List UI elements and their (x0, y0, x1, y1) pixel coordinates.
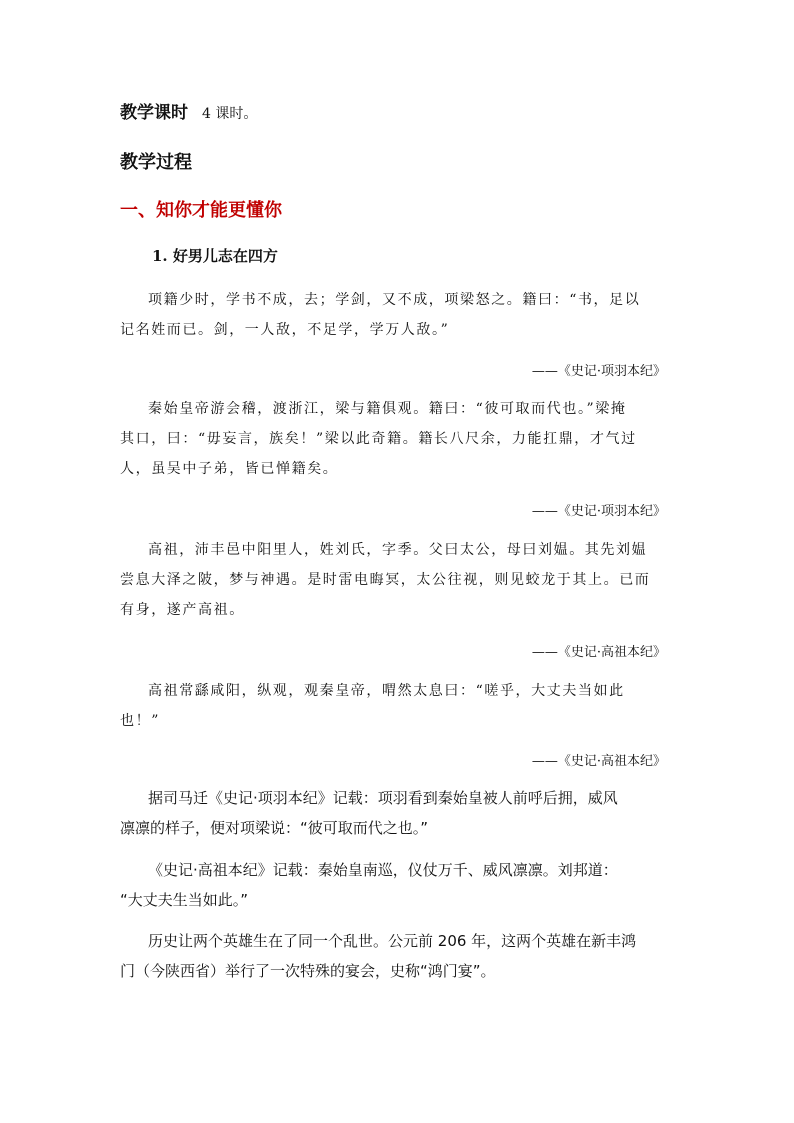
quote-line: 人，虽吴中子弟，皆已惮籍矣。 (120, 461, 339, 477)
quote-source-3: ——《史记·高祖本纪》 (531, 645, 666, 660)
quote-line: 高祖，沛丰邑中阳里人，姓刘氏，字季。父曰太公，母曰刘媪。其先刘媪 (148, 542, 648, 558)
lesson-time-label: 教学课时 (120, 103, 188, 123)
quote-source-2: ——《史记·项羽本纪》 (531, 504, 666, 519)
quote-line: 项籍少时，学书不成，去；学剑，又不成，项梁怒之。籍曰：“书，足以 (148, 292, 641, 308)
paragraph-3 (120, 926, 666, 986)
quote-line: 秦始皇帝游会稽，渡浙江，梁与籍俱观。籍曰：“彼可取而代也。”梁掩 (148, 401, 627, 417)
quote-block-2 (120, 394, 664, 484)
quote-line: 其口，曰：“毋妄言，族矣！”梁以此奇籍。籍长八尺余，力能扛鼎，才气过 (120, 431, 637, 447)
section-heading: 一、知你才能更懂你 (120, 200, 282, 221)
quote-block-3 (120, 535, 664, 625)
quote-source-4: ——《史记·高祖本纪》 (531, 754, 666, 769)
quote-block-4 (120, 676, 664, 736)
process-heading: 教学过程 (120, 152, 192, 173)
paragraph-line: 凛凛的样子，便对项梁说：“彼可取而代之也。” (120, 819, 429, 837)
quote-line: 尝息大泽之陂，梦与神遇。是时雷电晦冥，太公往视，则见蛟龙于其上。已而 (120, 572, 651, 588)
quote-source-1: ——《史记·项羽本纪》 (531, 364, 666, 379)
paragraph-line: 据司马迁《史记·项羽本纪》记载：项羽看到秦始皇被人前呼后拥，威风 (148, 789, 618, 807)
lesson-time-value: 4 课时。 (202, 106, 258, 122)
paragraph-1 (120, 783, 666, 843)
quote-line: 高祖常繇咸阳，纵观，观秦皇帝，喟然太息曰：“嗟乎，大丈夫当如此 (148, 683, 625, 699)
quote-line: 有身，遂产高祖。 (120, 602, 245, 618)
quote-block-1 (120, 285, 664, 345)
quote-line: 也！” (120, 713, 160, 729)
paragraph-2 (120, 855, 666, 915)
paragraph-line: 门（今陕西省）举行了一次特殊的宴会，史称“鸿门宴”。 (120, 962, 496, 980)
paragraph-line: 《史记·高祖本纪》记载：秦始皇南巡，仪仗万千、威风凛凛。刘邦道： (148, 861, 618, 879)
lesson-time (120, 98, 257, 123)
paragraph-line: 历史让两个英雄生在了同一个乱世。公元前 206 年，这两个英雄在新丰鸿 (148, 932, 637, 950)
paragraph-line: “大丈夫生当如此。” (120, 891, 249, 909)
quote-line: 记名姓而已。剑，一人敌，不足学，学万人敌。” (120, 322, 450, 338)
subsection-heading: 1. 好男儿志在四方 (152, 247, 278, 265)
